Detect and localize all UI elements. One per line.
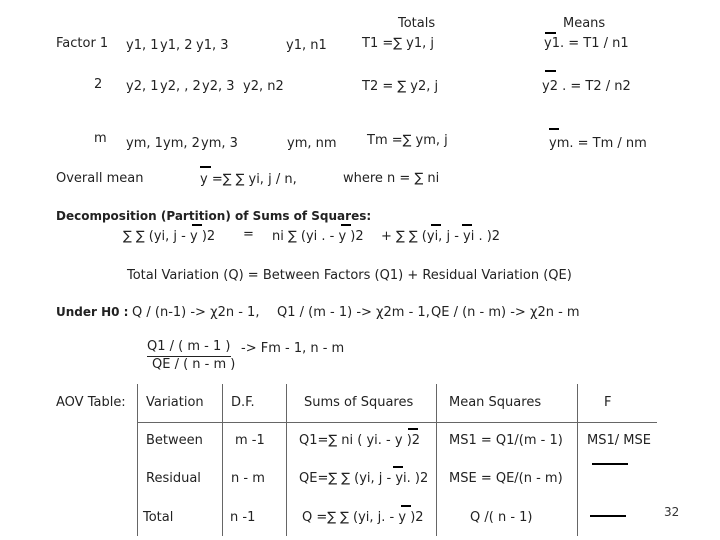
row-m-total: Tm =∑ ym, j (367, 133, 448, 148)
page-number: 32 (664, 505, 680, 519)
decomposition-lhs: ∑ ∑ (yi, j - y )2 (123, 229, 216, 244)
aov-total-ms: Q /( n - 1) (470, 510, 533, 525)
aov-between-ss: Q1=∑ ni ( yi. - y )2 (299, 433, 421, 448)
overall-mean-label: Overall mean (56, 171, 144, 186)
row-m-cell-3: ym, 3 (201, 136, 238, 151)
h0-q-distribution: Q / (n-1) -> χ2n - 1, (132, 305, 260, 320)
bar-y2-mean (545, 70, 556, 72)
bar-decomp-residual-2 (462, 224, 472, 226)
row-2-mean: y2 . = T2 / n2 (542, 79, 631, 94)
row-m-mean: ym. = Tm / nm (549, 136, 647, 151)
aov-col-divider-5 (577, 384, 578, 536)
bar-decomp-lhs (192, 224, 202, 226)
aov-between-df: m -1 (235, 433, 265, 448)
bar-ym-mean (549, 128, 559, 130)
aov-between-variation: Between (146, 433, 203, 448)
row-2-cell-last: y2, n2 (243, 79, 284, 94)
row-2-total: T2 = ∑ y2, j (362, 79, 439, 94)
aov-residual-variation: Residual (146, 471, 201, 486)
row-1-cell-last: y1, n1 (286, 38, 327, 53)
f-ratio-numerator: Q1 / ( m - 1 ) (147, 339, 231, 354)
row-2-cell-1: y2, 1 (126, 79, 159, 94)
row-m-cell-last: ym, nm (287, 136, 337, 151)
row-m-cell-2: ym, 2 (163, 136, 200, 151)
bar-y1-mean (545, 32, 556, 34)
totals-header: Totals (398, 16, 436, 31)
overall-where: where n = ∑ ni (343, 171, 440, 186)
aov-residual-df: n - m (231, 471, 265, 486)
aov-header-mean-squares: Mean Squares (449, 395, 542, 410)
aov-header-df: D.F. (231, 395, 255, 410)
aov-total-variation: Total (143, 510, 174, 525)
aov-total-df: n -1 (230, 510, 256, 525)
decomposition-title: Decomposition (Partition) of Sums of Squares: (56, 209, 372, 223)
decomposition-residual: + ∑ ∑ (yi, j - yi . )2 (381, 229, 501, 244)
bar-decomp-between (341, 224, 351, 226)
aov-col-divider-1 (137, 384, 138, 536)
bar-overall-mean (200, 166, 211, 168)
aov-col-divider-2 (222, 384, 223, 536)
aov-residual-ms: MSE = QE/(n - m) (449, 471, 563, 486)
row-2-factor: 2 (94, 77, 103, 92)
row-2-cell-2: y2, , 2 (160, 79, 201, 94)
row-1-cell-2: y1, 2 (160, 38, 193, 53)
row-m-factor: m (94, 131, 107, 146)
row-1-cell-3: y1, 3 (196, 38, 229, 53)
h0-q1-distribution: Q1 / (m - 1) -> χ2m - 1, (277, 305, 430, 320)
aov-header-variation: Variation (146, 395, 204, 410)
aov-total-f-bar (590, 515, 626, 517)
decomposition-between: ni ∑ (yi . - y )2 (272, 229, 364, 244)
h0-prefix: Under H0 : (56, 305, 129, 319)
bar-aov-residual (393, 466, 403, 468)
row-1-cell-1: y1, 1 (126, 38, 159, 53)
aov-residual-f-bar (592, 463, 628, 465)
h0-qe-distribution: QE / (n - m) -> χ2n - m (431, 305, 580, 320)
bar-aov-total (401, 505, 411, 507)
aov-label: AOV Table: (56, 395, 126, 410)
aov-col-divider-4 (436, 384, 437, 536)
f-ratio-denominator: QE / ( n - m ) (152, 357, 236, 372)
aov-residual-ss: QE=∑ ∑ (yi, j - yi. )2 (299, 471, 429, 486)
aov-between-ms: MS1 = Q1/(m - 1) (449, 433, 563, 448)
decomposition-eq: = (243, 227, 254, 242)
row-1-factor: Factor 1 (56, 36, 109, 51)
aov-header-sums-of-squares: Sums of Squares (304, 395, 414, 410)
aov-total-ss: Q =∑ ∑ (yi, j. - y )2 (302, 510, 424, 525)
aov-col-divider-3 (286, 384, 287, 536)
aov-header-rule (137, 422, 657, 423)
bar-aov-between (408, 428, 418, 430)
bar-decomp-residual-1 (431, 224, 441, 226)
row-m-cell-1: ym, 1 (126, 136, 163, 151)
aov-between-f: MS1/ MSE (587, 433, 651, 448)
f-ratio-arrow: -> Fm - 1, n - m (241, 341, 345, 356)
aov-header-f: F (604, 395, 612, 410)
row-1-mean: y1. = T1 / n1 (544, 36, 629, 51)
means-header: Means (563, 16, 606, 31)
total-variation: Total Variation (Q) = Between Factors (Q1) + Residual Variation (QE) (127, 268, 572, 283)
overall-mean-formula: y =∑ ∑ yi, j / n, (200, 172, 297, 187)
row-2-cell-3: y2, 3 (202, 79, 235, 94)
row-1-total: T1 =∑ y1, j (362, 36, 434, 51)
